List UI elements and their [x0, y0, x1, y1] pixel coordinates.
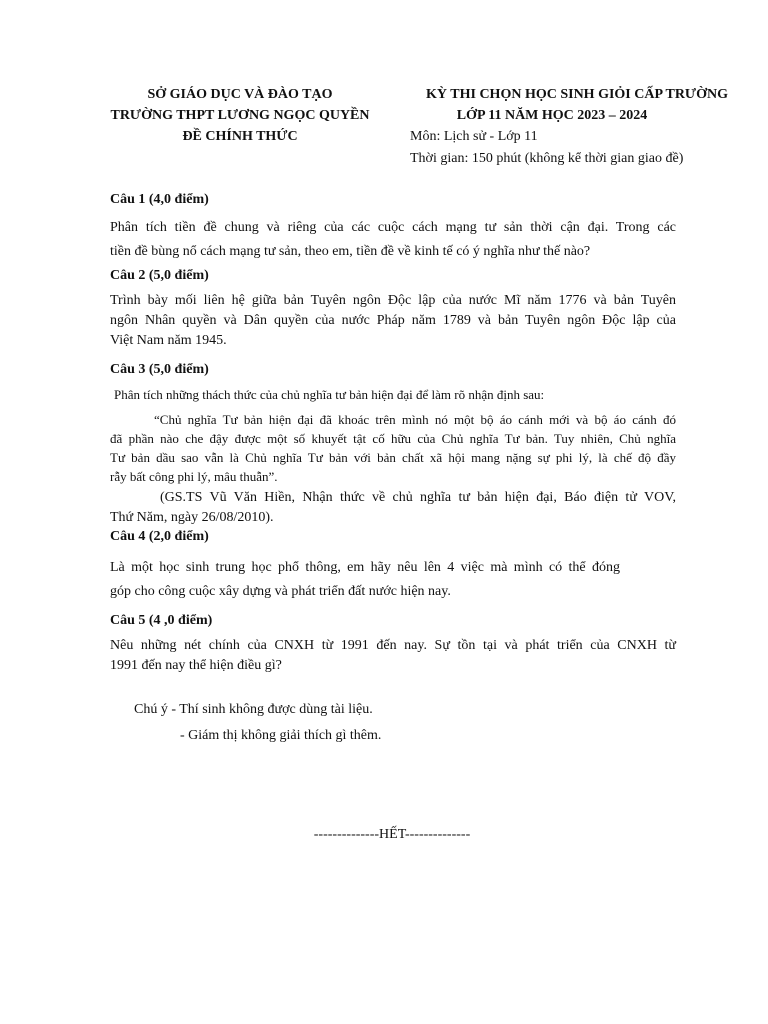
quote-line: rẫy bất công phi lý, mâu thuẫn”. — [110, 469, 278, 484]
question-1-body — [110, 216, 676, 264]
header-exam-title: KỲ THI CHỌN HỌC SINH GIỎI CẤP TRƯỜNG — [426, 87, 728, 102]
question-2-line: Việt Nam năm 1945. — [110, 333, 227, 348]
question-5-line: 1991 đến nay thể hiện điều gì? — [110, 658, 282, 673]
header-time: Thời gian: 150 phút (không kể thời gian giao đề) — [410, 151, 684, 166]
question-4-body — [110, 556, 620, 604]
question-3-quote — [110, 410, 676, 486]
notes-line-1 — [134, 701, 373, 719]
quote-line: “Chủ nghĩa Tư bản hiện đại đã khoác trên mình nó một bộ áo cánh mới và bộ áo cánh đó — [154, 412, 676, 427]
quote-line: Tư bản dầu sao vẫn là Chủ nghĩa Tư bản với bản chất xã hội mang nặng sự phi lý, là chế độ đầy — [110, 450, 676, 465]
question-5-title: Câu 5 (4 ,0 điểm) — [110, 613, 213, 628]
question-2-line: Trình bày mối liên hệ giữa bản Tuyên ngôn Độc lập của nước Mĩ năm 1776 và bản Tuyên — [110, 293, 676, 308]
question-4-title: Câu 4 (2,0 điểm) — [110, 529, 209, 544]
question-2-body — [110, 291, 676, 351]
question-3-intro: Phân tích những thách thức của chủ nghĩa tư bản hiện đại để làm rõ nhận định sau: — [114, 387, 545, 402]
question-1-title: Câu 1 (4,0 điểm) — [110, 192, 209, 207]
notes-text-1: - Thí sinh không được dùng tài liệu. — [167, 702, 373, 717]
question-4-line: góp cho công cuộc xây dựng và phát triển đất nước hiện nay. — [110, 584, 451, 599]
question-3-source — [110, 488, 676, 528]
question-5-line: Nêu những nét chính của CNXH từ 1991 đến nay. Sự tồn tại và phát triển của CNXH từ — [110, 638, 676, 653]
quote-line: đã phần nào che đậy được một số khuyết tật cố hữu của Chủ nghĩa Tư bản. Tuy nhiên, Chủ nghĩa — [110, 431, 676, 446]
notes-line-2: - Giám thị không giải thích gì thêm. — [180, 728, 382, 743]
header-grade-year: LỚP 11 NĂM HỌC 2023 – 2024 — [456, 108, 648, 123]
source-line: (GS.TS Vũ Văn Hiền, Nhận thức về chủ nghĩa tư bản hiện đại, Báo điện tử VOV, — [160, 490, 676, 505]
question-1-line: tiền đề bùng nổ cách mạng tư sản, theo em, tiền đề về kinh tế có ý nghĩa như thế nào? — [110, 244, 591, 259]
header-official-label: ĐỀ CHÍNH THỨC — [182, 129, 298, 144]
question-5-body — [110, 636, 676, 676]
question-2-title: Câu 2 (5,0 điểm) — [110, 268, 209, 283]
notes-label: Chú ý — [134, 702, 168, 717]
question-1-line: Phân tích tiền đề chung và riêng của các cuộc cách mạng tư sản thời cận đại. Trong các — [110, 220, 676, 235]
question-3-title: Câu 3 (5,0 điểm) — [110, 362, 209, 377]
question-4-line: Là một học sinh trung học phổ thông, em hãy nêu lên 4 việc mà mình có thể đóng — [110, 560, 620, 575]
end-marker: --------------HẾT-------------- — [313, 827, 471, 842]
header-school: TRƯỜNG THPT LƯƠNG NGỌC QUYỀN — [110, 108, 370, 123]
question-2-line: ngôn Nhân quyền và Dân quyền của nước Pháp năm 1789 và bản Tuyên ngôn Độc lập của — [110, 313, 676, 328]
header-subject: Môn: Lịch sử - Lớp 11 — [410, 129, 538, 144]
header-dept: SỞ GIÁO DỤC VÀ ĐÀO TẠO — [147, 87, 333, 102]
source-line: Thứ Năm, ngày 26/08/2010). — [110, 510, 274, 525]
